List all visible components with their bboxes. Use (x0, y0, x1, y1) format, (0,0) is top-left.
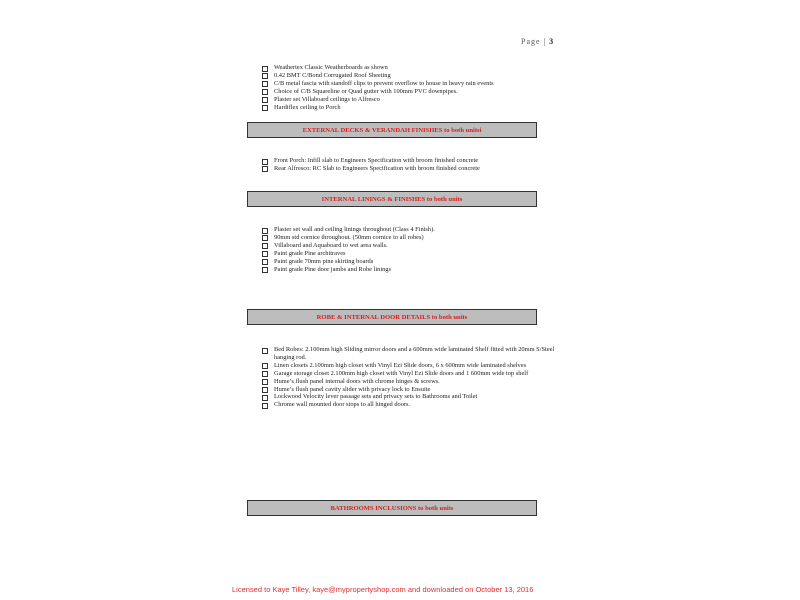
list-item-text: Hume’s flush panel internal doors with chrome hinges & screws. (274, 377, 440, 385)
checkbox-icon (262, 89, 268, 95)
list-item (262, 104, 562, 112)
checkbox-icon (262, 363, 268, 369)
section-title: ROBE & INTERNAL DOOR DETAILS to both units (316, 313, 468, 321)
list-item-text: Chrome wall mounted door stops to all hinged doors. (274, 401, 411, 409)
page-number: Page | 3 (521, 37, 555, 46)
list-item (262, 346, 562, 362)
list-item (262, 362, 562, 370)
list-item (262, 64, 562, 72)
list-item-text: Front Porch: Infill slab to Engineers Specification with broom finished concrete (274, 157, 479, 164)
list-item (262, 234, 562, 242)
list-item-text: Lockwood Velocity lever passage sets and privacy sets to Bathrooms and Toilet (274, 393, 478, 401)
checkbox-icon (262, 97, 268, 103)
list-item (262, 165, 562, 173)
list-item (262, 88, 562, 96)
list-item-text: Choice of C/B Squareline or Quad gutter with 100mm PVC downpipes. (274, 87, 458, 95)
checkbox-icon (262, 243, 268, 249)
list-item-text: Paint grade Pine architraves (274, 249, 346, 257)
list-item-text: Garage storage closet 2.100mm high closet with Vinyl Ezi Slide doors and 1 600mm wide top shelf (274, 369, 529, 377)
external-list (262, 157, 562, 173)
list-item-text: C/B metal fascia with standoff clips to prevent overflow to house in heavy rain events (274, 79, 494, 87)
list-item (262, 258, 562, 266)
section-internal-linings (247, 191, 537, 207)
section-robe-doors (247, 309, 537, 325)
list-item-text: Linen closets 2.100mm high closet with Vinyl Ezi Slide doors, 6 x 600mm wide laminated shelves (274, 361, 527, 369)
section-external-decks (247, 122, 537, 138)
list-item-text: Plaster set wall and ceiling linings throughout (Class 4 Finish). (274, 226, 435, 233)
roofing-list (262, 64, 562, 111)
list-item (262, 226, 562, 234)
checkbox-icon (262, 159, 268, 165)
checkbox-icon (262, 66, 268, 72)
list-item (262, 386, 562, 394)
section-bathrooms (247, 500, 537, 516)
list-item-text: Hardiflex ceiling to Porch (274, 103, 341, 111)
list-item (262, 401, 562, 409)
checkbox-icon (262, 73, 268, 79)
list-item-text: Weathertex Classic Weatherboards as shown (274, 64, 388, 71)
list-item-text: Bed Robes: 2.100mm high Sliding mirror doors and a 600mm wide laminated Shelf fitted with 20mm S/Steel hanging rod. (274, 346, 555, 361)
list-item-text: Plaster set Villaboard ceilings to Alfresco (274, 95, 380, 103)
section-title: INTERNAL LININGS & FINISHES to both units (321, 195, 463, 203)
list-item-text: 0.42 BMT C/Bond Corrugated Roof Sheeting (274, 71, 391, 79)
list-item (262, 393, 562, 401)
license-footer: Licensed to Kaye Tilley, kaye@mypropertyshop.com and downloaded on October 13, 2016 (232, 585, 534, 594)
checkbox-icon (262, 235, 268, 241)
list-item (262, 266, 562, 274)
list-item (262, 242, 562, 250)
list-item (262, 370, 562, 378)
page-label: Page (521, 37, 541, 46)
page-number-value: 3 (549, 37, 555, 46)
checkbox-icon (262, 259, 268, 265)
list-item-text: Paint grade Pine door jambs and Robe linings (274, 265, 391, 273)
list-item-text: Paint grade 70mm pine skirting boards (274, 257, 374, 265)
list-item (262, 250, 562, 258)
robe-list (262, 346, 562, 409)
list-item (262, 80, 562, 88)
list-item-text: Rear Alfresco: RC Slab to Engineers Specification with broom finished concrete (274, 164, 480, 172)
list-item-text: Hume’s flush panel cavity slider with privacy lock to Ensuite (274, 385, 431, 393)
checkbox-icon (262, 251, 268, 257)
checkbox-icon (262, 81, 268, 87)
checkbox-icon (262, 379, 268, 385)
checkbox-icon (262, 371, 268, 377)
checkbox-icon (262, 403, 268, 409)
checkbox-icon (262, 348, 268, 354)
list-item (262, 96, 562, 104)
section-title: BATHROOMS INCLUSIONS to both units (330, 504, 454, 512)
list-item-text: 90mm std cornice throughout. (50mm cornice to all robes) (274, 233, 424, 241)
checkbox-icon (262, 105, 268, 111)
list-item (262, 378, 562, 386)
checkbox-icon (262, 228, 268, 234)
checkbox-icon (262, 267, 268, 273)
list-item-text: Villaboard and Aquaboard to wet area walls. (274, 241, 388, 249)
checkbox-icon (262, 395, 268, 401)
list-item (262, 157, 562, 165)
checkbox-icon (262, 166, 268, 172)
list-item (262, 72, 562, 80)
internal-list (262, 226, 562, 273)
checkbox-icon (262, 387, 268, 393)
section-title: EXTERNAL DECKS & VERANDAH FINISHES to both unitsi (302, 126, 482, 134)
